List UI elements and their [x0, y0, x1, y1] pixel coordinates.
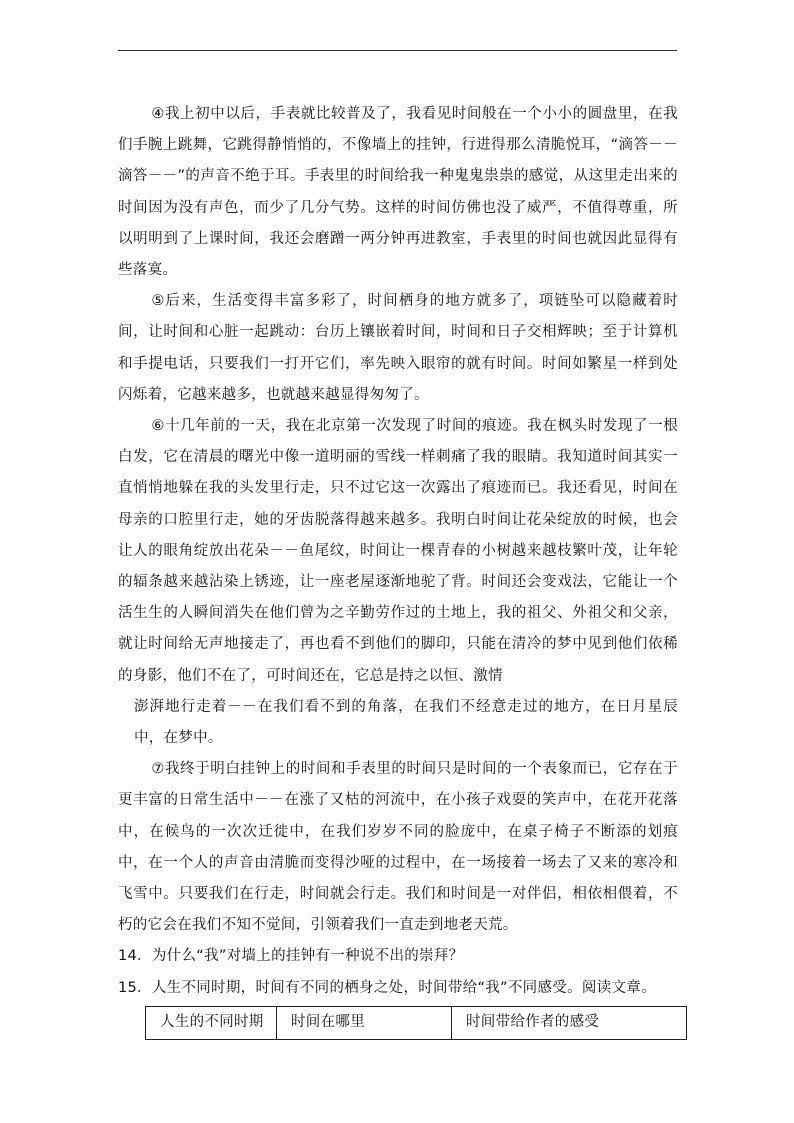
paragraph-7: ⑦我终于明白挂钟上的时间和手表里的时间只是时间的一个表象而已，它存在于更丰富的日常生活中－－在涨了又枯的河流中，在小孩子戏耍的笑声中，在花开花落中，在候鸟的一次次迁徙中，在我们岁岁不同的脸庞中，在桌子椅子不断添的划痕中，在一个人的声音由清脆而变得沙哑的过程中，在一场接着一场去了又来的寒冷和飞雪中。只要我们在行走，时间就会行走。我们和时间是一对伴侣，相依相偎着，不朽的它会在我们不知不觉间，引领着我们一直走到地老天荒。 [118, 761, 678, 934]
header-rule [118, 50, 677, 51]
table-header-period: 人生的不同时期 [146, 1006, 277, 1039]
question-14: 14．为什么“我”对墙上的挂钟有一种说不出的崇拜？ [118, 948, 464, 965]
paragraph-6: ⑥十几年前的一天，我在北京第一次发现了时间的痕迹。我在枫头时发现了一根白发，它在清晨的曙光中像一道明丽的雪线一样刺痛了我的眼睛。我知道时间其实一直悄悄地躲在我的头发里行走，只不过它这一次露出了痕迹而已。我还看见，时间在母亲的口腔里行走，她的牙齿脱落得越来越多。我明白时间让花朵绽放的时候，也会让人的眼角绽放出花朵－－鱼尾纹，时间让一棵青春的小树越来越枝繁叶茂，让年轮的辐条越来越沾染上锈迹，让一座老屋逐渐地驼了背。时间还会变戏法，它能让一个活生生的人瞬间消失在他们曾为之辛勤劳作过的土地上，我的祖父、外祖父和父亲，就让时间给无声地接走了，再也看不到他们的脚印，只能在清冷的梦中见到他们依稀的身影，他们不在了，可时间还在，它总是持之以恒、激情 [118, 418, 678, 684]
paragraph-4: ④我上初中以后，手表就比较普及了，我看见时间般在一个小小的圆盘里，在我们手腕上跳舞，它跳得静悄悄的，不像墙上的挂钟，行进得那么清脆悦耳，“滴答－－滴答－－”的声音不绝于耳。手表里的时间给我一种鬼鬼祟祟的感觉，从这里走出来的时间因为没有声色，而少了几分气势。这样的时间仿佛也没了威严，不值得尊重，所以明明到了上课时间，我还会磨蹭一两分钟再进教室，手表里的时间也就因此显得有些落寞。 [118, 106, 678, 279]
paragraph-5: ⑤后来，生活变得丰富多彩了，时间栖身的地方就多了，项链坠可以隐藏着时间，让时间和心脏一起跳动：台历上镶嵌着时间，时间和日子交相辉映；至于计算机和手提电话，只要我们一打开它们，率先映入眼帘的就有时间。时间如繁星一样到处闪烁着，它越来越多，也就越来越显得匆匆了。 [118, 293, 678, 403]
table-header-row [146, 1006, 687, 1039]
table-header-feeling: 时间带给作者的感受 [452, 1006, 687, 1039]
table-header-where: 时间在哪里 [277, 1006, 452, 1039]
question-15: 15．人生不同时期，时间有不同的栖身之处，时间带给“我”不同感受。阅读文章。 [118, 979, 656, 996]
paragraph-6-continued: 澎湃地行走着－－在我们看不到的角落，在我们不经意走过的地方，在日月星辰中，在梦中。 [133, 698, 678, 747]
document-body [118, 99, 678, 1040]
answer-table [145, 1006, 687, 1040]
